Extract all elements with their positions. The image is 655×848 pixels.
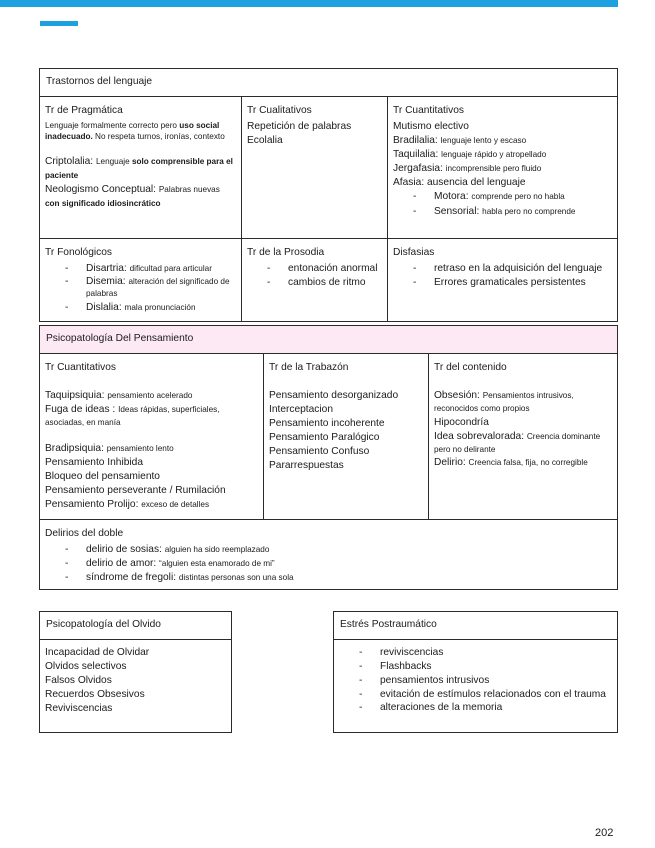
bloqueo-line: Bloqueo del pensamiento	[45, 470, 160, 482]
disfasias-cell	[388, 239, 617, 321]
sensorial-desc: habla pero no comprende	[482, 206, 576, 216]
pragmatica-desc	[45, 120, 235, 143]
hipocondria-line: Hipocondría	[434, 416, 489, 428]
pensamiento-row-2	[40, 520, 617, 589]
motora-desc: comprende pero no habla	[471, 192, 565, 202]
prolijo-desc: exceso de detalles	[141, 499, 210, 509]
jergafasia-desc: incomprensible pero fluido	[445, 164, 542, 174]
list-item: Falsos Olvidos	[45, 675, 112, 687]
lenguaje-row-2	[40, 239, 617, 321]
prolijo-term: Pensamiento Prolijo:	[45, 498, 142, 510]
olvido-body	[40, 640, 231, 721]
idea-sobrevalorada-line	[434, 430, 611, 457]
disemia-term: Disemia:	[86, 276, 129, 288]
lenguaje-table	[39, 68, 618, 322]
bradipsiquia-desc: pensamiento lento	[106, 443, 174, 453]
bradipsiquia-line	[45, 442, 257, 456]
lenguaje-row-1	[40, 97, 617, 239]
list-item: - cambios de ritmo	[267, 276, 381, 290]
prosodia-cell	[242, 239, 388, 321]
fonologicos-cell	[40, 239, 242, 321]
neologismo-term: Neologismo Conceptual:	[45, 183, 159, 195]
cuantitativos-title: Tr Cuantitativos	[393, 105, 464, 116]
pragmatica-desc-text: Lenguaje formalmente correcto pero	[45, 121, 180, 131]
doble-cell	[40, 520, 617, 589]
list-item: - entonación anormal	[267, 262, 381, 276]
pragmatica-desc-end: No respeta turnos, ironías, contexto	[92, 132, 225, 142]
list-item: Reviviscencias	[45, 703, 113, 715]
doble-title: Delirios del doble	[45, 528, 124, 539]
obsesion-line	[434, 389, 611, 416]
list-item: Olvidos selectivos	[45, 661, 127, 673]
obsesion-desc: Pensamientos intrusivos, reconocidos como propios	[434, 391, 574, 414]
list-item: - Flashbacks	[359, 660, 611, 674]
cualitativos-title: Tr Cualitativos	[247, 105, 312, 116]
cuantitativos-cell	[388, 97, 617, 238]
trabazon-cell	[264, 354, 429, 519]
list-item	[65, 557, 611, 571]
neologismo-bold: con significado idiosincrático	[45, 198, 161, 208]
cualitativos-line-1: Repetición de palabras	[247, 121, 352, 133]
list-item: Pensamiento Paralógico	[269, 432, 380, 444]
taquipsiquia-desc: pensamiento acelerado	[107, 391, 193, 401]
motora-term: Motora:	[434, 191, 472, 203]
lenguaje-title: Trastornos del lenguaje	[40, 69, 617, 97]
top-accent-bar	[0, 0, 618, 7]
jergafasia-term: Jergafasia:	[393, 163, 446, 175]
prolijo-line	[45, 498, 257, 512]
pragmatica-title: Tr de Pragmática	[45, 105, 123, 116]
delirio-line	[434, 456, 611, 470]
fuga-ideas-term: Fuga de ideas :	[45, 404, 119, 416]
list-item: - reviviscencias	[359, 646, 611, 660]
list-item: Pararrespuestas	[269, 460, 344, 472]
pens-cuantitativos-title: Tr Cuantitativos	[45, 362, 116, 373]
list-item: - alteraciones de la memoria	[359, 701, 611, 715]
obsesion-term: Obsesión:	[434, 390, 483, 402]
disfasias-list	[393, 262, 611, 290]
estres-title: Estrés Postraumático	[334, 612, 617, 640]
estres-body	[334, 640, 617, 721]
pragmatica-cell	[40, 97, 242, 238]
list-item: - evitación de estímulos relacionados con el trauma	[359, 688, 611, 701]
neologismo-line	[45, 183, 235, 211]
taquipsiquia-term: Taquipsiquia:	[45, 390, 108, 402]
disfasias-title: Disfasias	[393, 247, 435, 258]
contenido-cell	[429, 354, 617, 519]
sensorial-term: Sensorial:	[434, 205, 483, 217]
bradilalia-line	[393, 134, 611, 148]
list-item: Incapacidad de Olvidar	[45, 647, 150, 658]
page-number: 202	[595, 827, 614, 839]
list-item	[65, 301, 235, 315]
olvido-title: Psicopatología del Olvido	[40, 612, 231, 640]
list-item: Interceptacion	[269, 404, 333, 416]
bradilalia-term: Bradilalia:	[393, 135, 441, 147]
bradipsiquia-term: Bradipsiquia:	[45, 442, 107, 454]
estres-list	[339, 646, 611, 716]
fuga-ideas-desc: Ideas rápidas, superficiales, asociadas, en manía	[45, 405, 220, 428]
criptolalia-term: Criptolalia:	[45, 155, 96, 167]
inhibida-line: Pensamiento Inhibida	[45, 456, 143, 468]
dislalia-term: Dislalia:	[86, 301, 125, 313]
pens-cuantitativos-cell	[40, 354, 264, 519]
jergafasia-line	[393, 162, 611, 176]
list-item: Pensamiento Confuso	[269, 446, 370, 458]
estres-box	[333, 611, 618, 733]
pensamiento-table	[39, 325, 618, 590]
neologismo-desc: Palabras nuevas	[158, 184, 220, 194]
criptolalia-bold: solo comprensible para el paciente	[45, 156, 233, 180]
disemia-desc: alteración del significado de palabras	[86, 277, 230, 299]
list-item: - retraso en la adquisición del lenguaje	[413, 262, 611, 276]
afasia-list	[393, 190, 611, 218]
list-item	[65, 543, 611, 557]
list-item	[65, 571, 611, 585]
fregoli-desc: distintas personas son una sola	[178, 573, 294, 583]
amor-term: delirio de amor:	[86, 558, 160, 570]
pensamiento-row-1	[40, 354, 617, 520]
disartria-term: Disartria:	[86, 263, 130, 275]
delirio-term: Delirio:	[434, 457, 469, 469]
disartria-desc: dificultad para articular	[129, 264, 212, 274]
delirio-desc: Creencia falsa, fija, no corregible	[468, 458, 588, 468]
fonologicos-list	[45, 262, 235, 315]
amor-desc: “alguien esta enamorado de mi”	[159, 559, 275, 569]
fregoli-term: síndrome de fregoli:	[86, 572, 179, 584]
fonologicos-title: Tr Fonológicos	[45, 247, 112, 258]
list-item	[65, 262, 235, 276]
idea-sobrevalorada-term: Idea sobrevalorada:	[434, 430, 527, 442]
pensamiento-title: Psicopatología Del Pensamiento	[40, 326, 617, 354]
top-accent-dash	[40, 21, 78, 26]
dislalia-desc: mala pronunciación	[124, 302, 196, 312]
list-item: - Errores gramaticales persistentes	[413, 276, 611, 290]
sosias-term: delirio de sosias:	[86, 544, 165, 556]
list-item	[65, 276, 235, 300]
taquilalia-line	[393, 148, 611, 162]
contenido-title: Tr del contenido	[434, 362, 507, 373]
taquilalia-desc: lenguaje rápido y atropellado	[441, 150, 547, 160]
trabazon-title: Tr de la Trabazón	[269, 362, 349, 373]
cualitativos-line-2: Ecolalia	[247, 135, 283, 147]
list-item	[413, 205, 611, 219]
cualitativos-cell	[242, 97, 388, 238]
taquipsiquia-line	[45, 389, 257, 403]
bradilalia-desc: lenguaje lento y escaso	[440, 136, 527, 146]
afasia-line: Afasia: ausencia del lenguaje	[393, 177, 526, 189]
list-item: Pensamiento incoherente	[269, 418, 385, 430]
mutismo-line: Mutismo electivo	[393, 121, 469, 133]
list-item	[413, 190, 611, 204]
fuga-ideas-line	[45, 403, 257, 430]
idea-sobrevalorada-desc: Creencia dominante pero no delirante	[434, 431, 601, 454]
criptolalia-line	[45, 155, 235, 183]
pragmatica-desc-bold: uso social inadecuado.	[45, 121, 220, 142]
list-item: Recuerdos Obsesivos	[45, 689, 145, 701]
prosodia-list	[247, 262, 381, 290]
taquilalia-term: Taquilalia:	[393, 149, 442, 161]
sosias-desc: alguien ha sido reemplazado	[164, 545, 270, 555]
criptolalia-desc: Lenguaje	[95, 156, 132, 166]
prosodia-title: Tr de la Prosodia	[247, 247, 325, 258]
list-item: - pensamientos intrusivos	[359, 674, 611, 688]
doble-list	[45, 543, 611, 585]
olvido-box	[39, 611, 232, 733]
perseverante-line: Pensamiento perseverante / Rumilación	[45, 484, 226, 496]
list-item: Pensamiento desorganizado	[269, 390, 399, 402]
